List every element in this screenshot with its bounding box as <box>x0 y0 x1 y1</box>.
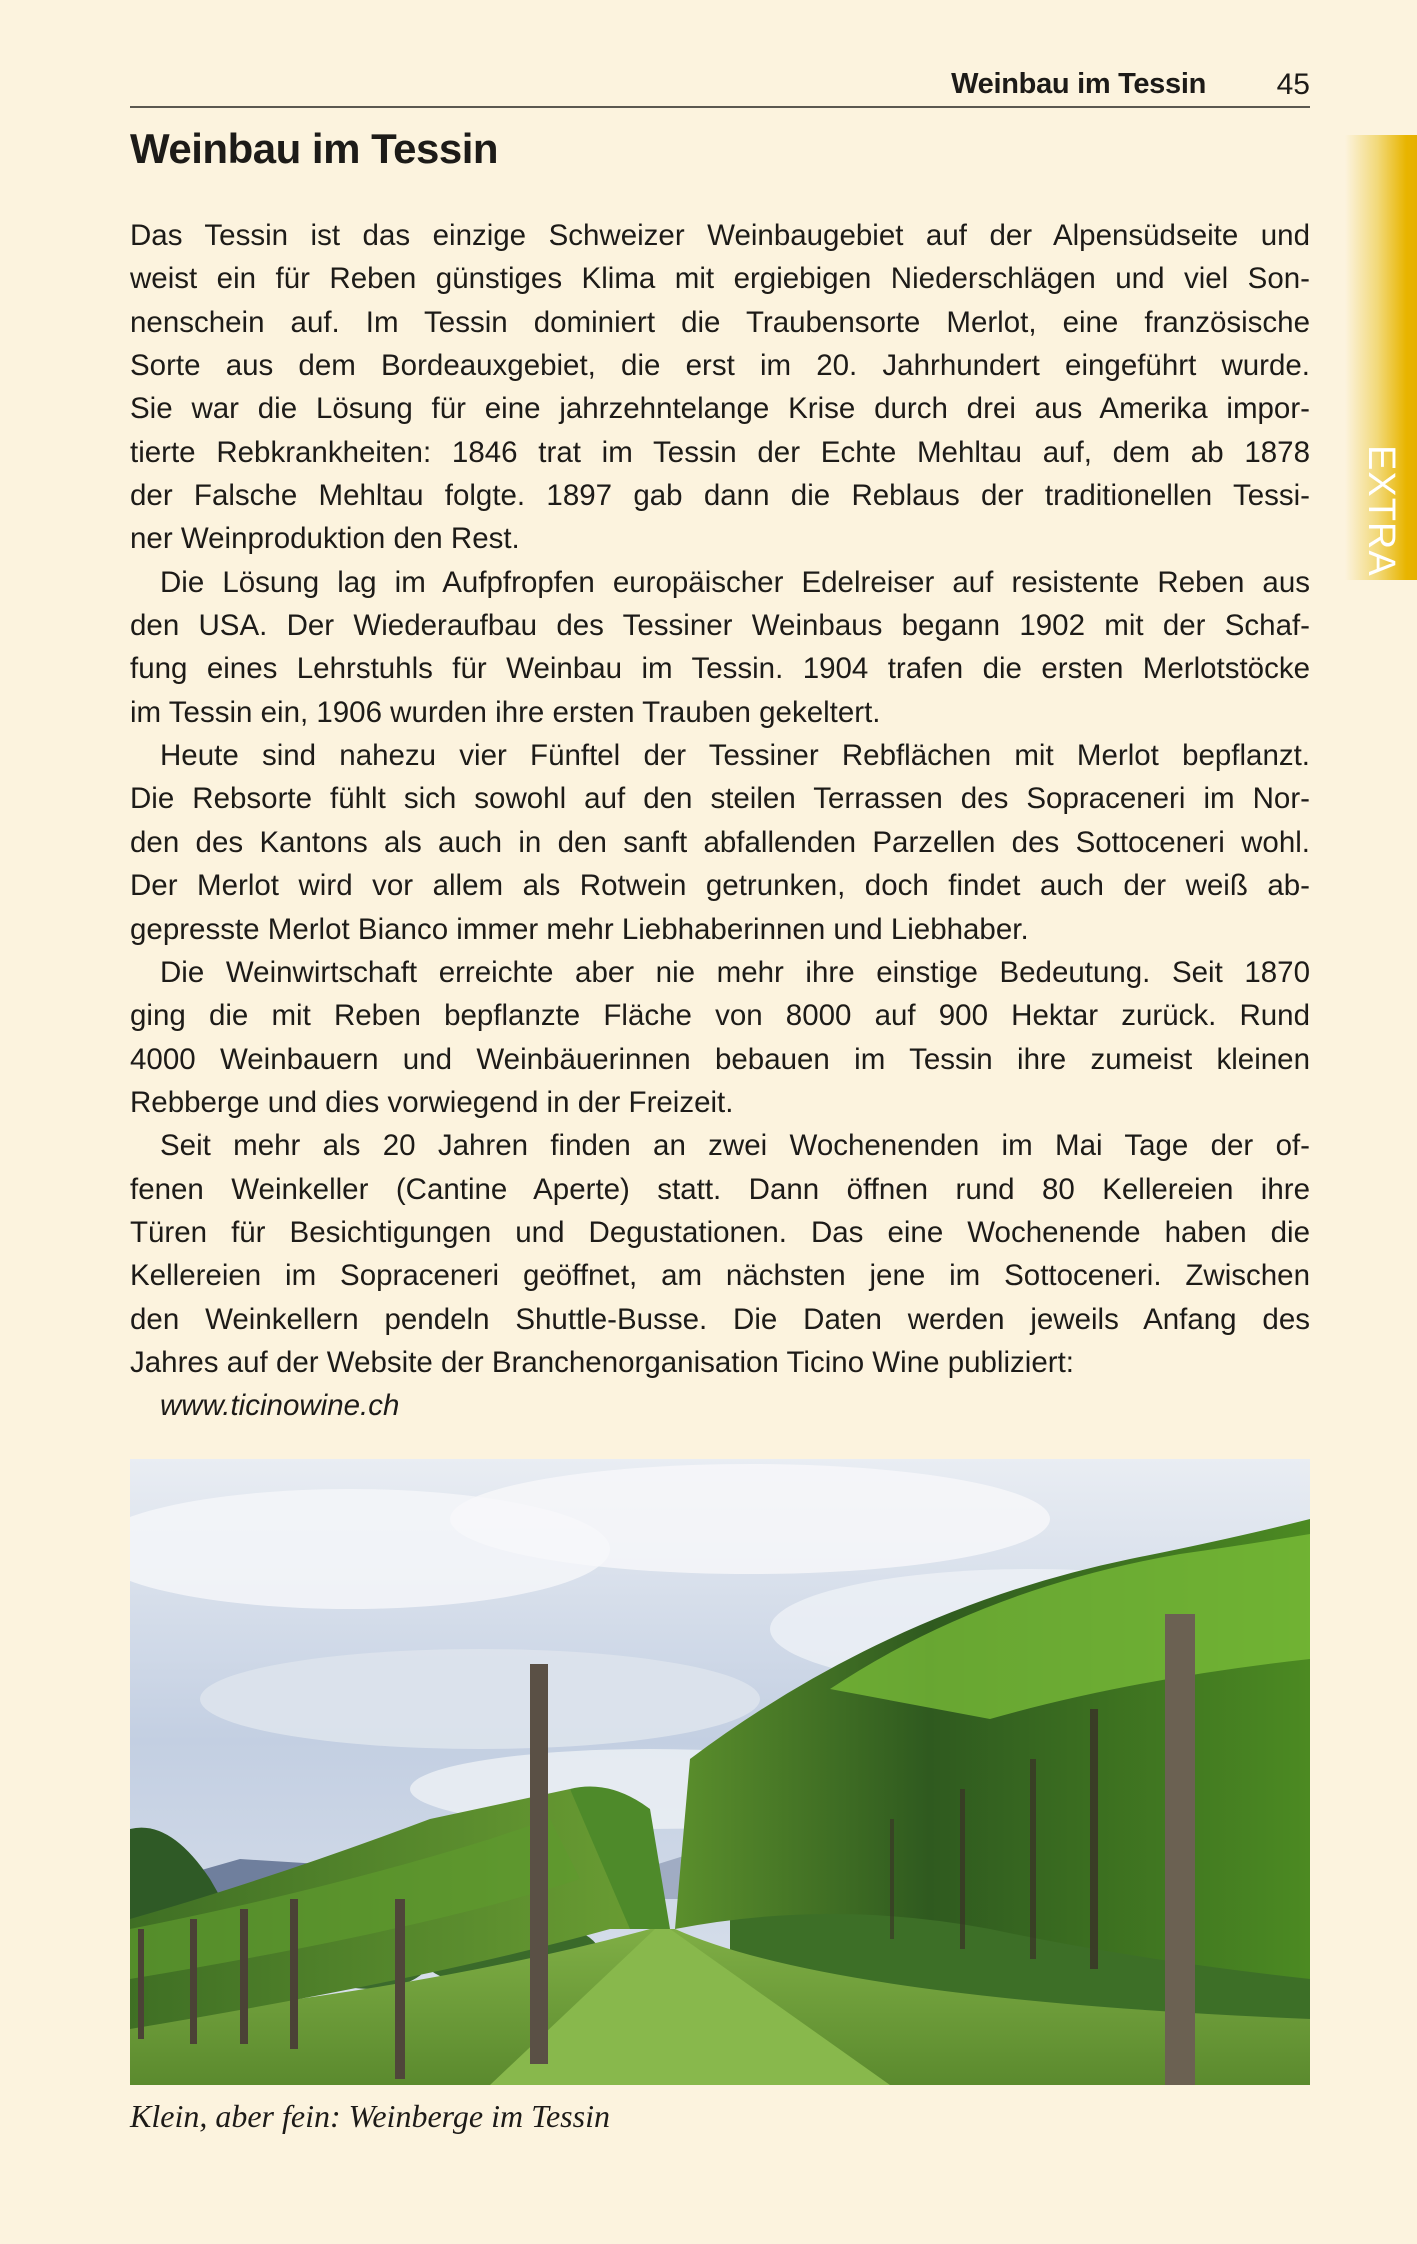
body-line: ner Weinproduktion den Rest. <box>130 522 520 556</box>
body-line: gepresste Merlot Bianco immer mehr Liebhaberinnen und Liebhaber. <box>130 912 1029 946</box>
section-tab-label: EXTRA <box>1360 445 1402 577</box>
body-line: Seit mehr als 20 Jahren finden an zwei Wochenenden im Mai Tage der of- <box>160 1129 1310 1163</box>
vineyard-illustration <box>130 1459 1310 2085</box>
body-line: fung eines Lehrstuhls für Weinbau im Tessin. 1904 trafen die ersten Merlotstöcke <box>130 652 1310 686</box>
body-line: 4000 Weinbauern und Weinbäuerinnen bebauen im Tessin ihre zumeist kleinen <box>130 1042 1310 1076</box>
body-line: den Weinkellern pendeln Shuttle-Busse. Die Daten werden jeweils Anfang des <box>130 1302 1310 1336</box>
body-line: Kellereien im Sopraceneri geöffnet, am nächsten jene im Sottoceneri. Zwischen <box>130 1259 1310 1293</box>
section-tab-extra <box>1345 135 1417 580</box>
body-line: den des Kantons als auch in den sanft abfallenden Parzellen des Sottoceneri wohl. <box>130 825 1310 859</box>
running-head-title: Weinbau im Tessin <box>951 68 1206 100</box>
body-line: tierte Rebkrankheiten: 1846 trat im Tessin der Echte Mehltau auf, dem ab 1878 <box>130 435 1310 469</box>
body-line: weist ein für Reben günstiges Klima mit ergiebigen Niederschlägen und viel Son- <box>130 262 1310 296</box>
body-line: fenen Weinkeller (Cantine Aperte) statt. Dann öffnen rund 80 Kellereien ihre <box>130 1172 1310 1206</box>
body-line: Türen für Besichtigungen und Degustationen. Das eine Wochenende haben die <box>130 1215 1310 1249</box>
body-line: Rebberge und dies vorwiegend in der Freizeit. <box>130 1085 734 1119</box>
photo-caption: Klein, aber fein: Weinberge im Tessin <box>130 2098 610 2134</box>
body-line: Die Weinwirtschaft erreichte aber nie mehr ihre einstige Bedeutung. Seit 1870 <box>160 955 1310 989</box>
body-line: nenschein auf. Im Tessin dominiert die Traubensorte Merlot, eine französische <box>130 305 1310 339</box>
body-line: Jahres auf der Website der Branchenorganisation Ticino Wine publiziert: <box>130 1345 1074 1379</box>
page-number: 45 <box>1276 68 1310 101</box>
body-line: Der Merlot wird vor allem als Rotwein getrunken, doch findet auch der weiß ab- <box>130 869 1310 903</box>
body-line: Die Rebsorte fühlt sich sowohl auf den steilen Terrassen des Sopraceneri im Nor- <box>130 782 1310 816</box>
body-line: Heute sind nahezu vier Fünftel der Tessiner Rebflächen mit Merlot bepflanzt. <box>160 739 1310 773</box>
body-line: im Tessin ein, 1906 wurden ihre ersten Trauben gekeltert. <box>130 695 881 729</box>
body-line: den USA. Der Wiederaufbau des Tessiner Weinbaus begann 1902 mit der Schaf- <box>130 609 1310 643</box>
body-line: Sorte aus dem Bordeauxgebiet, die erst im 20. Jahrhundert eingeführt wurde. <box>130 349 1310 383</box>
article-title: Weinbau im Tessin <box>130 125 499 172</box>
running-head <box>130 62 1310 108</box>
article-body <box>130 214 1310 1428</box>
body-line: Die Lösung lag im Aufpfropfen europäischer Edelreiser auf resistente Reben aus <box>160 565 1310 599</box>
website-link[interactable]: www.ticinowine.ch <box>160 1389 400 1423</box>
body-line: Sie war die Lösung für eine jahrzehntelange Krise durch drei aus Amerika impor- <box>130 392 1310 426</box>
body-line: ging die mit Reben bepflanzte Fläche von 8000 auf 900 Hektar zurück. Rund <box>130 999 1310 1033</box>
body-line: der Falsche Mehltau folgte. 1897 gab dann die Reblaus der traditionellen Tessi- <box>130 479 1310 513</box>
body-line: Das Tessin ist das einzige Schweizer Weinbaugebiet auf der Alpensüdseite und <box>130 219 1310 252</box>
vineyard-photo <box>130 1459 1310 2085</box>
